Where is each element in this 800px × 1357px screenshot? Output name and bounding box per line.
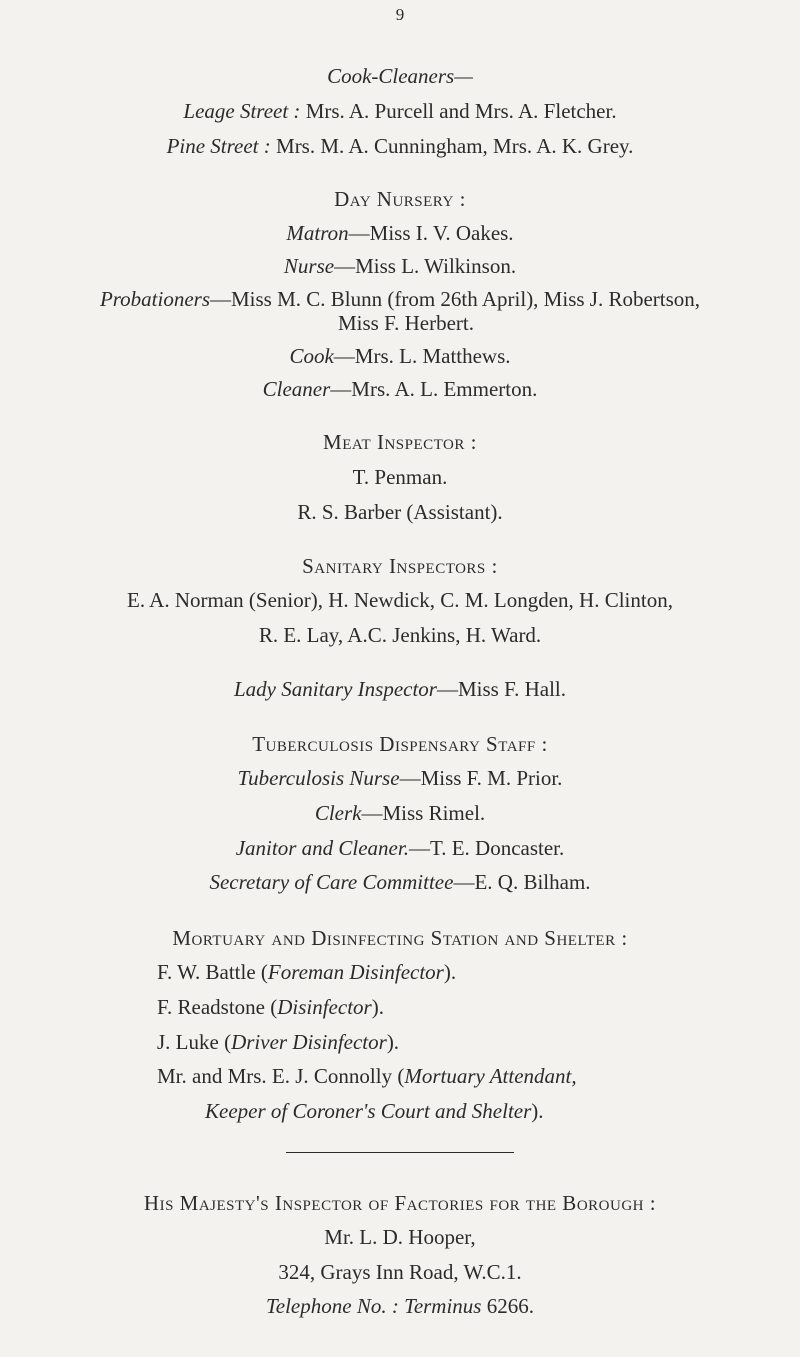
luke-name: J. Luke (	[157, 1030, 232, 1054]
probationers-names-continued: Miss F. Herbert.	[338, 311, 474, 335]
page-number: 9	[395, 5, 405, 24]
telephone-number: 6266.	[481, 1294, 534, 1318]
cook-name: —Mrs. L. Matthews.	[333, 344, 511, 368]
factories-address: 324, Grays Inn Road, W.C.1.	[278, 1260, 522, 1284]
lady-sanitary-inspector-label: Lady Sanitary Inspector	[234, 677, 437, 701]
lady-sanitary-inspector-line	[0, 679, 800, 700]
matron-name: —Miss I. V. Oakes.	[348, 221, 514, 245]
clerk-name: —Miss Rimel.	[361, 801, 486, 825]
mortuary-connolly-line	[157, 1066, 577, 1087]
clerk-line	[0, 803, 800, 824]
mortuary-readstone-line	[157, 997, 384, 1018]
mortuary-connolly-line-continued	[205, 1101, 544, 1122]
leage-street-line	[0, 101, 800, 122]
readstone-role: Disinfector	[277, 995, 372, 1019]
section-divider	[286, 1152, 514, 1153]
nurse-label: Nurse	[283, 254, 335, 278]
factories-telephone	[0, 1296, 800, 1317]
cook-cleaners-heading: Cook-Cleaners—	[327, 64, 473, 88]
leage-street-label: Leage Street :	[183, 99, 301, 123]
cook-line	[0, 346, 800, 367]
cook-label: Cook	[289, 344, 334, 368]
day-nursery-heading: Day Nursery :	[334, 187, 466, 211]
readstone-name: F. Readstone (	[157, 995, 278, 1019]
janitor-name: —T. E. Doncaster.	[408, 836, 565, 860]
nurse-line	[0, 256, 800, 277]
pine-street-label: Pine Street :	[166, 134, 271, 158]
cleaner-name: —Mrs. A. L. Emmerton.	[330, 377, 538, 401]
cleaner-label: Cleaner	[262, 377, 331, 401]
meat-inspector-heading: Meat Inspector :	[323, 430, 477, 454]
connolly-role: Mortuary Attendant,	[404, 1064, 577, 1088]
connolly-role-continued: Keeper of Coroner's Court and Shelter	[205, 1099, 532, 1123]
factories-heading: His Majesty's Inspector of Factories for the Borough :	[143, 1191, 657, 1215]
connolly-name: Mr. and Mrs. E. J. Connolly (	[157, 1064, 405, 1088]
readstone-close: ).	[371, 995, 384, 1019]
clerk-label: Clerk	[314, 801, 362, 825]
probationers-line	[0, 289, 800, 310]
matron-label: Matron	[286, 221, 349, 245]
tuberculosis-nurse-label: Tuberculosis Nurse	[237, 766, 400, 790]
battle-close: ).	[443, 960, 457, 984]
secretary-name: —E. Q. Bilham.	[453, 870, 591, 894]
battle-role: Foreman Disinfector	[267, 960, 444, 984]
meat-inspector-name: T. Penman.	[352, 465, 448, 489]
pine-street-names: Mrs. M. A. Cunningham, Mrs. A. K. Grey.	[276, 134, 634, 158]
janitor-line	[0, 838, 800, 859]
mortuary-battle-line	[157, 962, 456, 983]
cleaner-line	[0, 379, 800, 400]
lady-sanitary-inspector-name: —Miss F. Hall.	[436, 677, 566, 701]
telephone-label: Telephone No. : Terminus	[266, 1294, 482, 1318]
battle-name: F. W. Battle (	[157, 960, 268, 984]
luke-close: ).	[386, 1030, 400, 1054]
sanitary-inspectors-heading: Sanitary Inspectors :	[302, 554, 498, 578]
probationers-label: Probationers	[99, 287, 210, 311]
mortuary-heading: Mortuary and Disinfecting Station and Shelter :	[172, 926, 628, 950]
luke-role: Driver Disinfector	[231, 1030, 387, 1054]
tuberculosis-nurse-line	[0, 768, 800, 789]
meat-inspector-assistant: R. S. Barber (Assistant).	[297, 500, 503, 524]
tuberculosis-nurse-name: —Miss F. M. Prior.	[399, 766, 563, 790]
nurse-name: —Miss L. Wilkinson.	[334, 254, 517, 278]
janitor-label: Janitor and Cleaner.	[235, 836, 409, 860]
secretary-line	[0, 872, 800, 893]
tuberculosis-heading: Tuberculosis Dispensary Staff :	[252, 732, 548, 756]
secretary-label: Secretary of Care Committee	[209, 870, 454, 894]
leage-street-names: Mrs. A. Purcell and Mrs. A. Fletcher.	[305, 99, 617, 123]
matron-line	[0, 223, 800, 244]
sanitary-inspectors-names-continued: R. E. Lay, A.C. Jenkins, H. Ward.	[258, 623, 542, 647]
connolly-close: ).	[531, 1099, 544, 1123]
factories-inspector-name: Mr. L. D. Hooper,	[324, 1225, 476, 1249]
probationers-names: —Miss M. C. Blunn (from 26th April), Miss J. Robertson,	[210, 287, 701, 311]
sanitary-inspectors-names: E. A. Norman (Senior), H. Newdick, C. M. Longden, H. Clinton,	[127, 588, 673, 612]
mortuary-luke-line	[157, 1032, 399, 1053]
pine-street-line	[0, 136, 800, 157]
